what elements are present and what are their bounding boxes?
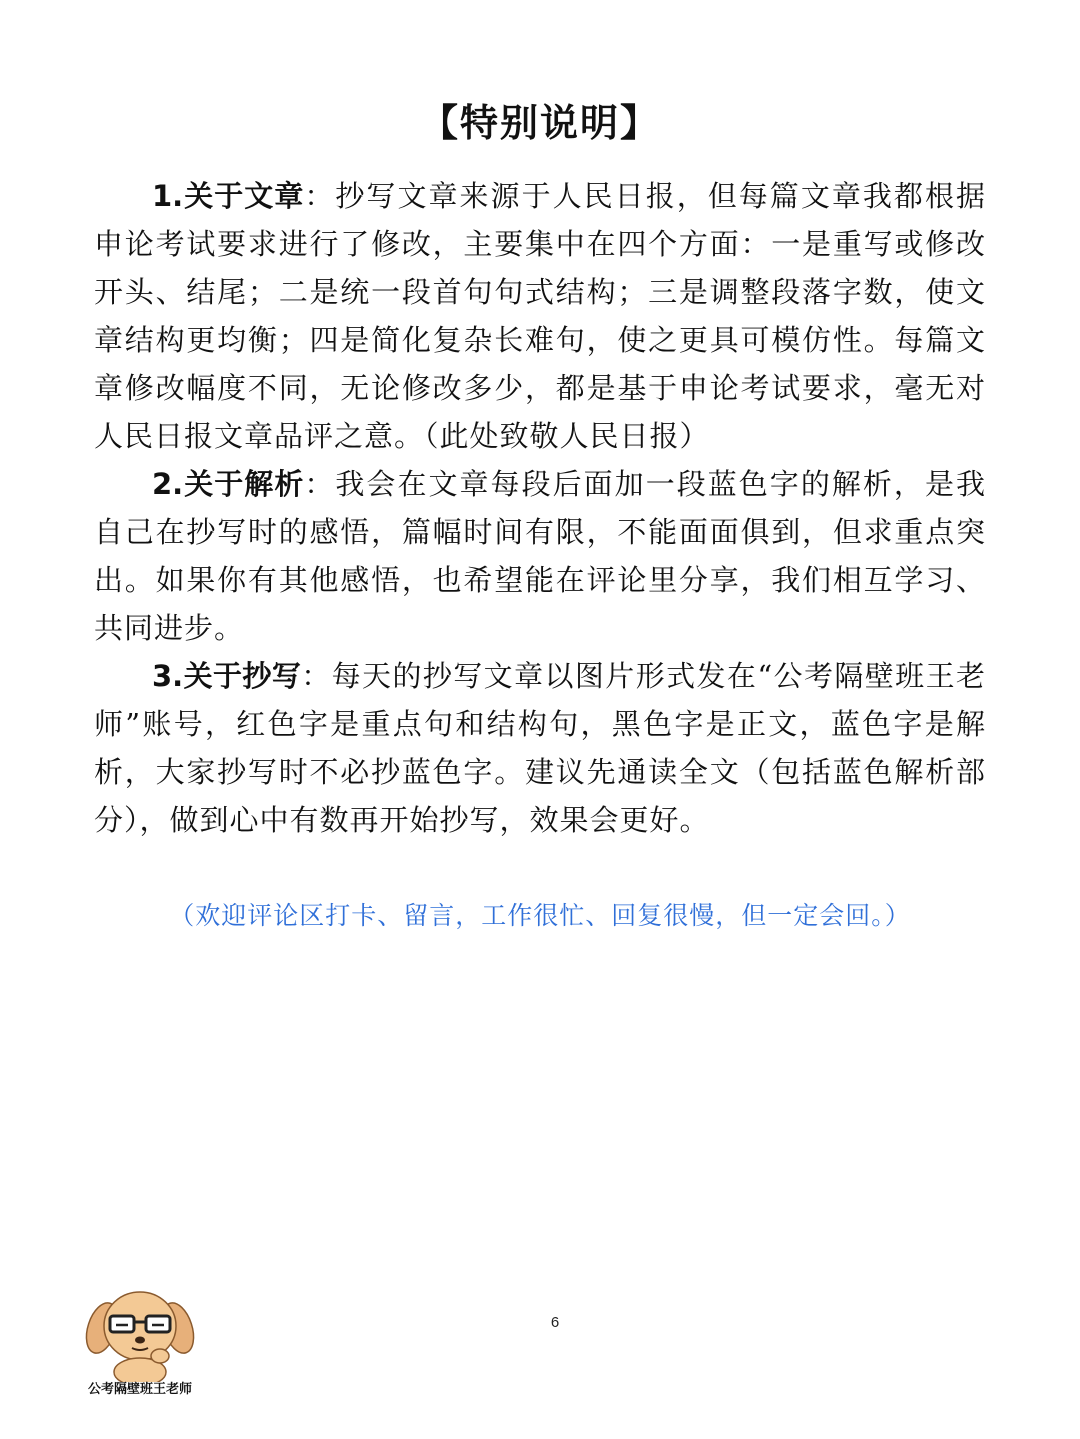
paragraph-body: ：每天的抄写文章以图片形式发在“公考隔壁班王老师”账号，红色字是重点句和结构句，黑色字是正文，蓝色字是解析，大家抄写时不必抄蓝色字。建议先通读全文（包括蓝色解析部分），做到心中有数再开始抄写，效果会更好。	[94, 659, 986, 837]
paragraph-heading: 3.关于抄写	[152, 659, 302, 693]
dog-nose	[135, 1337, 145, 1344]
paragraph-heading: 2.关于解析	[152, 467, 305, 501]
cartoon-dog-with-glasses-icon	[80, 1282, 200, 1382]
paragraph-copying	[94, 652, 986, 844]
paragraph-body: ：我会在文章每段后面加一段蓝色字的解析，是我自己在抄写时的感悟，篇幅时间有限，不能面面俱到，但求重点突出。如果你有其他感悟，也希望能在评论里分享，我们相互学习、共同进步。	[94, 467, 986, 645]
paragraph-body: ：抄写文章来源于人民日报，但每篇文章我都根据申论考试要求进行了修改，主要集中在四个方面：一是重写或修改开头、结尾；二是统一段首句句式结构；三是调整段落字数，使文章结构更均衡；四是简化复杂长难句，使之更具可模仿性。每篇文章修改幅度不同，无论修改多少，都是基于申论考试要求，毫无对人民日报文章品评之意。（此处致敬人民日报）	[94, 179, 986, 453]
page-title: 【特别说明】	[419, 101, 660, 145]
body-text	[94, 172, 986, 844]
page-number: 6	[550, 1314, 560, 1331]
dog-paw	[151, 1349, 169, 1363]
paragraph-heading: 1.关于文章	[152, 179, 305, 213]
paragraph-article	[94, 172, 986, 460]
logo-caption: 公考隔壁班王老师	[87, 1382, 192, 1397]
paragraph-analysis	[94, 460, 986, 652]
comment-note: （欢迎评论区打卡、留言，工作很忙、回复很慢，但一定会回。）	[169, 901, 911, 930]
